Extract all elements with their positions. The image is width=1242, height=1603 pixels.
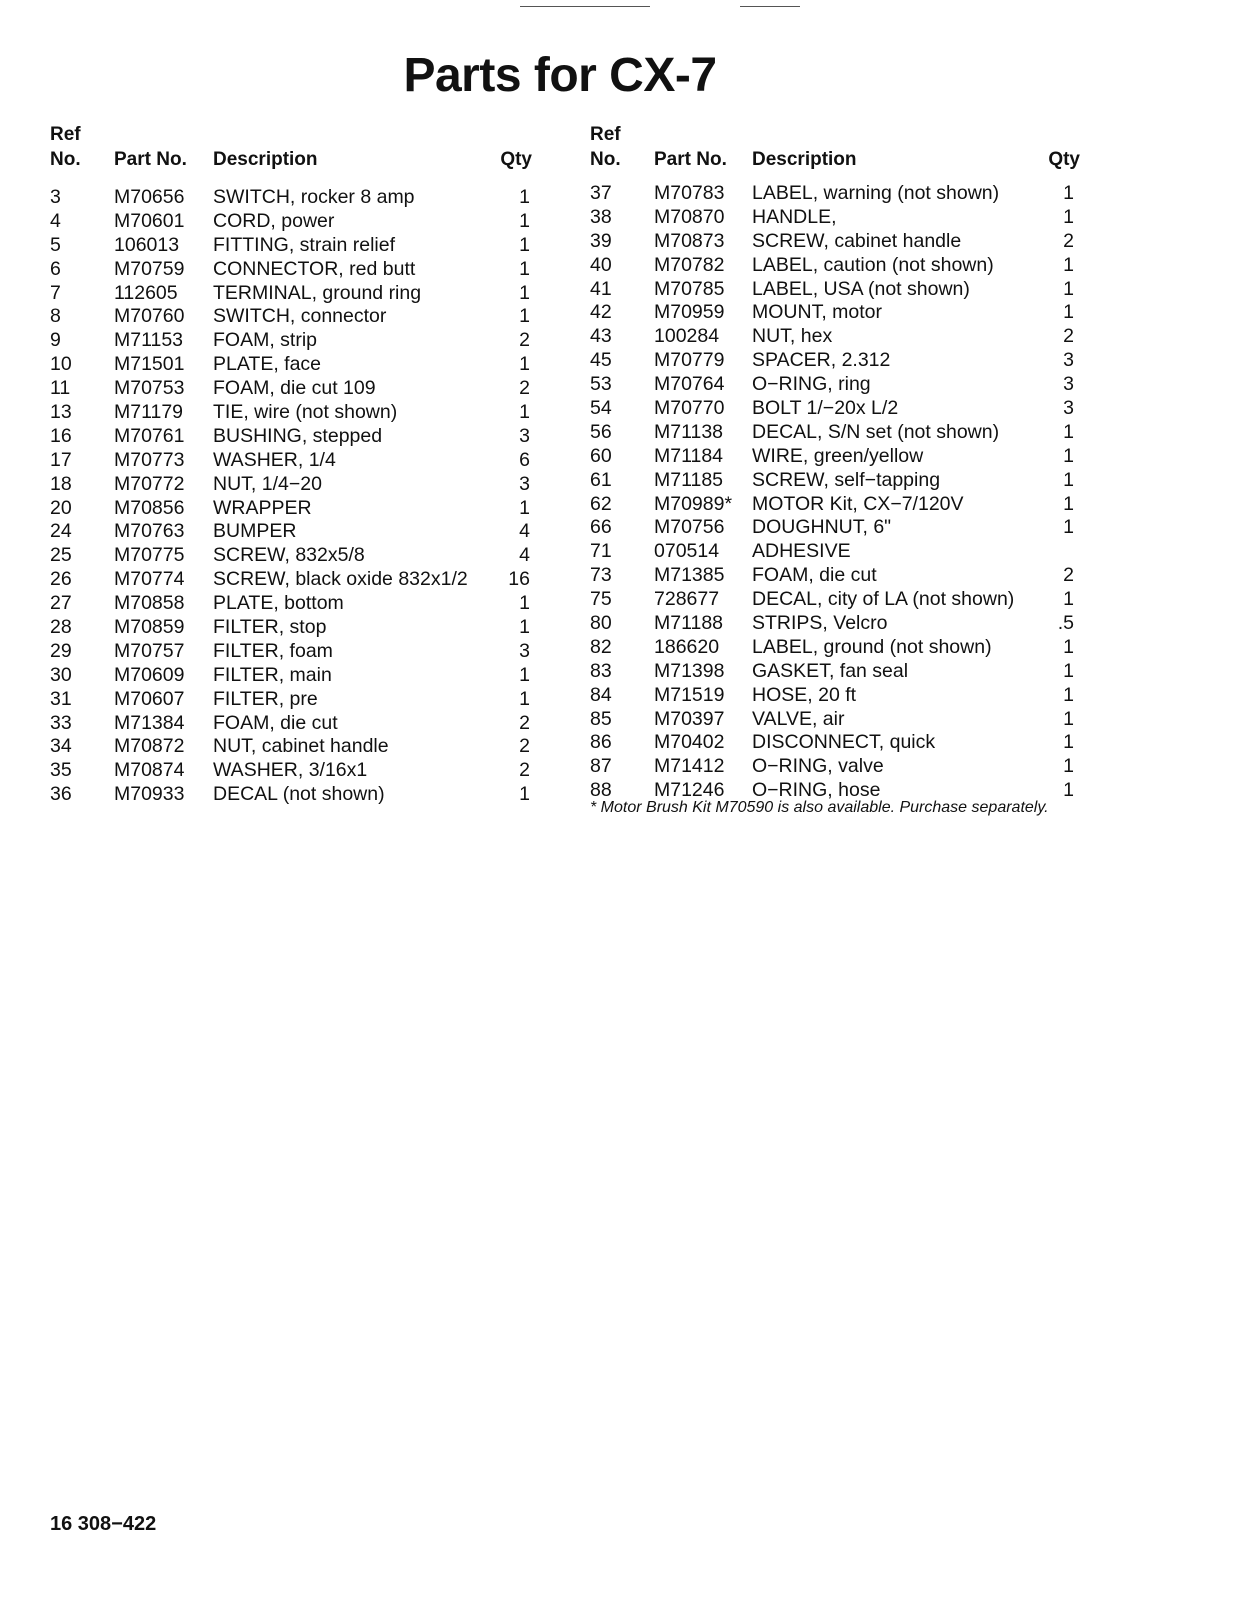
part-no-cell: M70760 — [114, 305, 185, 328]
ref-no-cell: 41 — [590, 277, 612, 300]
part-no-cell: M70607 — [114, 687, 185, 710]
description-cell: DECAL, S/N set (not shown) — [752, 420, 1000, 443]
part-no-cell: M70779 — [654, 349, 725, 372]
table-row — [50, 759, 550, 783]
table-row — [590, 421, 1090, 445]
table-row — [50, 210, 550, 234]
description-cell: O−RING, valve — [752, 755, 884, 778]
table-row — [590, 349, 1090, 373]
qty-cell: 1 — [1063, 253, 1074, 276]
table-row — [50, 401, 550, 425]
table-row — [590, 755, 1090, 779]
ref-no-cell: 6 — [50, 257, 61, 280]
table-header — [50, 124, 550, 176]
description-cell: PLATE, face — [213, 353, 322, 376]
ref-no-cell: 85 — [590, 707, 612, 730]
part-no-cell: M70775 — [114, 544, 185, 567]
ref-no-cell: 40 — [590, 253, 612, 276]
header-part-no: Part No. — [654, 149, 727, 170]
qty-cell: 1 — [519, 401, 530, 424]
ref-no-cell: 25 — [50, 544, 72, 567]
table-body — [590, 182, 1090, 803]
description-cell: DECAL, city of LA (not shown) — [752, 588, 1015, 611]
header-qty: Qty — [1048, 149, 1080, 170]
table-row — [50, 712, 550, 736]
description-cell: TERMINAL, ground ring — [213, 281, 422, 304]
ref-no-cell: 37 — [590, 182, 612, 204]
ref-no-cell: 83 — [590, 659, 612, 682]
part-no-cell: M70763 — [114, 520, 185, 543]
description-cell: SCREW, cabinet handle — [752, 229, 962, 252]
description-cell: DECAL (not shown) — [213, 783, 385, 806]
description-cell: SWITCH, connector — [213, 305, 387, 328]
description-cell: O−RING, ring — [752, 373, 871, 396]
qty-cell: 1 — [519, 281, 530, 304]
qty-cell: .5 — [1057, 612, 1074, 635]
qty-cell: 1 — [1063, 420, 1074, 443]
description-cell: NUT, hex — [752, 325, 833, 348]
description-cell: WRAPPER — [213, 496, 312, 519]
description-cell: CORD, power — [213, 209, 335, 232]
ref-no-cell: 75 — [590, 588, 612, 611]
table-row — [50, 688, 550, 712]
scan-mark — [520, 6, 650, 7]
table-row — [50, 449, 550, 473]
description-cell: BUSHING, stepped — [213, 424, 383, 447]
ref-no-cell: 11 — [50, 377, 71, 400]
part-no-cell: M70759 — [114, 257, 185, 280]
part-no-cell: 112605 — [114, 281, 178, 304]
table-row — [590, 182, 1090, 206]
description-cell: LABEL, warning (not shown) — [752, 182, 1000, 204]
ref-no-cell: 53 — [590, 373, 612, 396]
part-no-cell: M71519 — [654, 683, 725, 706]
qty-cell: 1 — [1063, 468, 1074, 491]
table-row — [590, 564, 1090, 588]
ref-no-cell: 36 — [50, 783, 72, 806]
qty-cell: 1 — [519, 687, 530, 710]
table-row — [590, 731, 1090, 755]
table-row — [590, 516, 1090, 540]
part-no-cell: M70753 — [114, 377, 185, 400]
table-row — [50, 664, 550, 688]
qty-cell: 2 — [1063, 564, 1074, 587]
part-no-cell: M70874 — [114, 759, 185, 782]
ref-no-cell: 45 — [590, 349, 612, 372]
description-cell: FITTING, strain relief — [213, 233, 396, 256]
part-no-cell: M70656 — [114, 186, 185, 208]
description-cell: FILTER, pre — [213, 687, 318, 710]
qty-cell: 3 — [519, 472, 530, 495]
qty-cell: 1 — [1063, 516, 1074, 539]
ref-no-cell: 62 — [590, 492, 612, 515]
description-cell: HANDLE, — [752, 205, 837, 228]
table-row — [590, 493, 1090, 517]
ref-no-cell: 29 — [50, 639, 72, 662]
table-row — [590, 636, 1090, 660]
part-no-cell: M71179 — [114, 401, 184, 424]
qty-cell: 1 — [1063, 683, 1074, 706]
table-row — [590, 230, 1090, 254]
ref-no-cell: 31 — [50, 687, 72, 710]
table-row — [590, 206, 1090, 230]
table-row — [50, 783, 550, 807]
ref-no-cell: 18 — [50, 472, 72, 495]
table-row — [50, 497, 550, 521]
description-cell: PLATE, bottom — [213, 592, 344, 615]
table-row — [50, 616, 550, 640]
part-no-cell: M70402 — [654, 731, 725, 754]
description-cell: FOAM, strip — [213, 329, 318, 352]
description-cell: FILTER, stop — [213, 616, 327, 639]
part-no-cell: M70859 — [114, 616, 185, 639]
description-cell: FOAM, die cut — [213, 711, 338, 734]
description-cell: GASKET, fan seal — [752, 659, 909, 682]
qty-cell: 1 — [519, 663, 530, 686]
description-cell: DOUGHNUT, 6" — [752, 516, 892, 539]
qty-cell: 3 — [1063, 397, 1074, 420]
ref-no-cell: 4 — [50, 209, 61, 232]
ref-no-cell: 35 — [50, 759, 72, 782]
qty-cell: 1 — [1063, 182, 1074, 204]
ref-no-cell: 42 — [590, 301, 612, 324]
part-no-cell: M70873 — [654, 229, 725, 252]
description-cell: SWITCH, rocker 8 amp — [213, 186, 415, 208]
qty-cell: 1 — [1063, 659, 1074, 682]
part-no-cell: 728677 — [654, 588, 720, 611]
ref-no-cell: 33 — [50, 711, 72, 734]
qty-cell: 1 — [1063, 277, 1074, 300]
ref-no-cell: 5 — [50, 233, 61, 256]
qty-cell: 16 — [508, 568, 530, 591]
part-no-cell: M70989* — [654, 492, 733, 515]
ref-no-cell: 3 — [50, 186, 61, 208]
ref-no-cell: 26 — [50, 568, 72, 591]
table-row — [590, 301, 1090, 325]
part-no-cell: M71398 — [654, 659, 725, 682]
description-cell: FILTER, foam — [213, 639, 333, 662]
ref-no-cell: 24 — [50, 520, 72, 543]
description-cell: BUMPER — [213, 520, 297, 543]
qty-cell: 1 — [1063, 707, 1074, 730]
part-no-cell: M70785 — [654, 277, 725, 300]
table-row — [50, 377, 550, 401]
qty-cell: 2 — [519, 377, 530, 400]
part-no-cell: M71501 — [114, 353, 185, 376]
qty-cell: 2 — [519, 759, 530, 782]
table-row — [590, 708, 1090, 732]
part-no-cell: M70757 — [114, 639, 185, 662]
header-no: No. — [590, 149, 621, 170]
qty-cell: 2 — [519, 735, 530, 758]
part-no-cell: M71412 — [654, 755, 725, 778]
table-row — [50, 568, 550, 592]
description-cell: SCREW, black oxide 832x1/2 — [213, 568, 468, 591]
qty-cell: 1 — [1063, 301, 1074, 324]
part-no-cell: 106013 — [114, 233, 180, 256]
description-cell: VALVE, air — [752, 707, 845, 730]
description-cell: WIRE, green/yellow — [752, 444, 924, 467]
qty-cell: 1 — [519, 353, 530, 376]
ref-no-cell: 10 — [50, 353, 72, 376]
description-cell: FOAM, die cut — [752, 564, 877, 587]
table-row — [50, 186, 550, 210]
qty-cell: 1 — [1063, 492, 1074, 515]
table-row — [50, 234, 550, 258]
description-cell: O−RING, hose — [752, 779, 881, 802]
part-no-cell: M71138 — [654, 420, 724, 443]
ref-no-cell: 56 — [590, 420, 612, 443]
qty-cell: 2 — [1063, 229, 1074, 252]
qty-cell: 3 — [1063, 349, 1074, 372]
description-cell: NUT, 1/4−20 — [213, 472, 322, 495]
header-description: Description — [213, 149, 318, 170]
header-qty: Qty — [500, 149, 532, 170]
description-cell: LABEL, USA (not shown) — [752, 277, 970, 300]
description-cell: MOUNT, motor — [752, 301, 883, 324]
table-row — [590, 254, 1090, 278]
qty-cell: 2 — [519, 711, 530, 734]
ref-no-cell: 27 — [50, 592, 72, 615]
qty-cell: 1 — [1063, 755, 1074, 778]
description-cell: BOLT 1/−20x L/2 — [752, 397, 899, 420]
table-row — [50, 640, 550, 664]
qty-cell: 1 — [519, 209, 530, 232]
table-row — [50, 473, 550, 497]
ref-no-cell: 7 — [50, 281, 61, 304]
part-no-cell: 100284 — [654, 325, 720, 348]
part-no-cell: M70773 — [114, 448, 185, 471]
qty-cell: 4 — [519, 520, 530, 543]
header-ref: Ref — [50, 124, 81, 145]
scan-mark — [740, 6, 800, 7]
ref-no-cell: 80 — [590, 612, 612, 635]
ref-no-cell: 20 — [50, 496, 72, 519]
ref-no-cell: 38 — [590, 205, 612, 228]
qty-cell: 6 — [519, 448, 530, 471]
qty-cell: 1 — [1063, 205, 1074, 228]
description-cell: TIE, wire (not shown) — [213, 401, 398, 424]
part-no-cell: M71246 — [654, 779, 725, 802]
table-row — [50, 258, 550, 282]
part-no-cell: M70782 — [654, 253, 725, 276]
table-row — [590, 373, 1090, 397]
table-row — [50, 735, 550, 759]
qty-cell: 1 — [519, 783, 530, 806]
table-row — [50, 329, 550, 353]
ref-no-cell: 9 — [50, 329, 61, 352]
qty-cell: 1 — [519, 496, 530, 519]
part-no-cell: M70858 — [114, 592, 185, 615]
part-no-cell: M71184 — [654, 444, 724, 467]
part-no-cell: 186620 — [654, 635, 720, 658]
description-cell: FILTER, main — [213, 663, 332, 686]
part-no-cell: M70764 — [654, 373, 725, 396]
part-no-cell: M70397 — [654, 707, 725, 730]
qty-cell: 1 — [519, 233, 530, 256]
description-cell: SPACER, 2.312 — [752, 349, 891, 372]
table-row — [50, 353, 550, 377]
qty-cell: 1 — [1063, 444, 1074, 467]
ref-no-cell: 84 — [590, 683, 612, 706]
ref-no-cell: 17 — [50, 448, 72, 471]
part-no-cell: M71385 — [654, 564, 725, 587]
qty-cell: 1 — [1063, 731, 1074, 754]
description-cell: SCREW, 832x5/8 — [213, 544, 365, 567]
parts-table-right — [590, 124, 1090, 803]
table-body — [50, 186, 550, 807]
part-no-cell: M70959 — [654, 301, 725, 324]
qty-cell: 3 — [1063, 373, 1074, 396]
part-no-cell: M70783 — [654, 182, 725, 204]
qty-cell: 1 — [1063, 588, 1074, 611]
part-no-cell: M70756 — [654, 516, 725, 539]
description-cell: LABEL, ground (not shown) — [752, 635, 992, 658]
table-row — [590, 684, 1090, 708]
part-no-cell: M71384 — [114, 711, 185, 734]
part-no-cell: M71153 — [114, 329, 184, 352]
part-no-cell: M70856 — [114, 496, 185, 519]
table-row — [590, 397, 1090, 421]
ref-no-cell: 30 — [50, 663, 72, 686]
ref-no-cell: 71 — [590, 540, 612, 563]
description-cell: HOSE, 20 ft — [752, 683, 857, 706]
ref-no-cell: 43 — [590, 325, 612, 348]
table-row — [590, 445, 1090, 469]
qty-cell: 1 — [1063, 635, 1074, 658]
table-row — [50, 305, 550, 329]
part-no-cell: M70761 — [114, 424, 185, 447]
table-row — [50, 520, 550, 544]
page-title: Parts for CX-7 — [403, 49, 717, 102]
qty-cell: 4 — [519, 544, 530, 567]
table-row — [50, 544, 550, 568]
qty-cell: 1 — [519, 616, 530, 639]
parts-table-left — [50, 124, 550, 807]
qty-cell: 1 — [1063, 779, 1074, 802]
ref-no-cell: 60 — [590, 444, 612, 467]
qty-cell: 1 — [519, 186, 530, 208]
ref-no-cell: 86 — [590, 731, 612, 754]
part-no-cell: M71185 — [654, 468, 724, 491]
table-row — [590, 660, 1090, 684]
header-no: No. — [50, 149, 81, 170]
header-part-no: Part No. — [114, 149, 187, 170]
part-no-cell: M70774 — [114, 568, 185, 591]
description-cell: FOAM, die cut 109 — [213, 377, 376, 400]
part-no-cell: M70772 — [114, 472, 185, 495]
description-cell: CONNECTOR, red butt — [213, 257, 416, 280]
ref-no-cell: 66 — [590, 516, 612, 539]
part-no-cell: M70872 — [114, 735, 185, 758]
ref-no-cell: 34 — [50, 735, 72, 758]
ref-no-cell: 39 — [590, 229, 612, 252]
qty-cell: 3 — [519, 639, 530, 662]
part-no-cell: M70933 — [114, 783, 185, 806]
ref-no-cell: 54 — [590, 397, 612, 420]
description-cell: WASHER, 3/16x1 — [213, 759, 368, 782]
ref-no-cell: 73 — [590, 564, 612, 587]
description-cell: MOTOR Kit, CX−7/120V — [752, 492, 964, 515]
part-no-cell: 070514 — [654, 540, 720, 563]
ref-no-cell: 16 — [50, 424, 72, 447]
part-no-cell: M70870 — [654, 205, 725, 228]
description-cell: LABEL, caution (not shown) — [752, 253, 994, 276]
header-description: Description — [752, 149, 857, 170]
table-header — [590, 124, 1090, 176]
description-cell: DISCONNECT, quick — [752, 731, 936, 754]
ref-no-cell: 28 — [50, 616, 72, 639]
part-no-cell: M70770 — [654, 397, 725, 420]
table-row — [50, 282, 550, 306]
header-ref: Ref — [590, 124, 621, 145]
part-no-cell: M70609 — [114, 663, 185, 686]
part-no-cell: M71188 — [654, 612, 724, 635]
qty-cell: 1 — [519, 305, 530, 328]
table-row — [590, 540, 1090, 564]
ref-no-cell: 82 — [590, 635, 612, 658]
description-cell: ADHESIVE — [752, 540, 851, 563]
description-cell: NUT, cabinet handle — [213, 735, 389, 758]
qty-cell: 2 — [1063, 325, 1074, 348]
ref-no-cell: 87 — [590, 755, 612, 778]
footnote: * Motor Brush Kit M70590 is also available. Purchase separately. — [590, 799, 1049, 816]
description-cell: SCREW, self−tapping — [752, 468, 941, 491]
page-number: 16 308−422 — [50, 1513, 157, 1535]
description-cell: STRIPS, Velcro — [752, 612, 888, 635]
table-row — [50, 425, 550, 449]
table-row — [590, 325, 1090, 349]
qty-cell: 1 — [519, 592, 530, 615]
ref-no-cell: 8 — [50, 305, 61, 328]
qty-cell: 1 — [519, 257, 530, 280]
table-row — [50, 592, 550, 616]
ref-no-cell: 88 — [590, 779, 612, 802]
ref-no-cell: 61 — [590, 468, 612, 491]
table-row — [590, 612, 1090, 636]
description-cell: WASHER, 1/4 — [213, 448, 336, 471]
table-row — [590, 278, 1090, 302]
ref-no-cell: 13 — [50, 401, 72, 424]
table-row — [590, 469, 1090, 493]
qty-cell: 2 — [519, 329, 530, 352]
qty-cell: 3 — [519, 424, 530, 447]
table-row — [590, 588, 1090, 612]
part-no-cell: M70601 — [114, 209, 185, 232]
